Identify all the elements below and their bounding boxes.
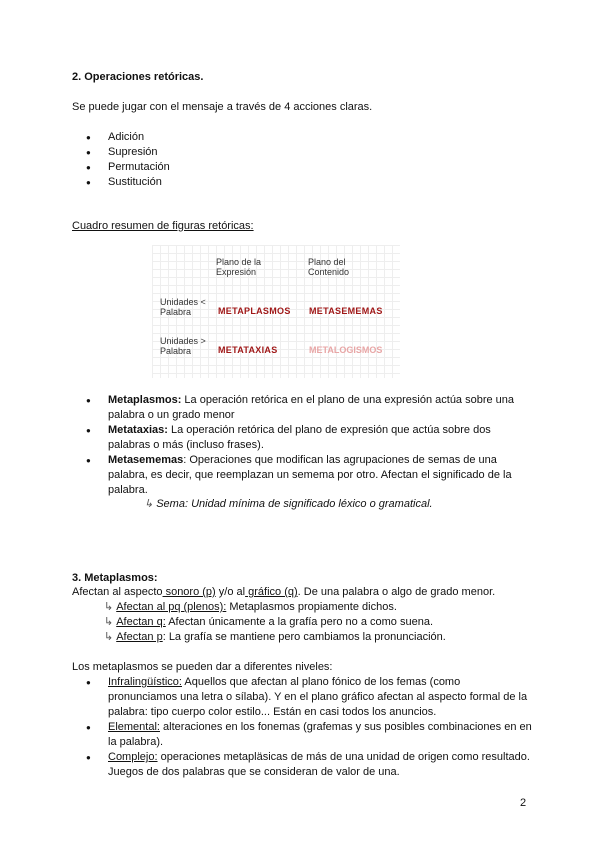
text: Metaplasmos propiamente dichos. (226, 601, 397, 613)
label: Complejo: (108, 751, 158, 763)
cell-metalogismos: METALOGISMOS (309, 345, 383, 355)
return-arrow-icon: ↳ (104, 631, 114, 643)
text: alteraciones en los fonemas (grafemas y sus posibles combinaciones en en la palabra). (108, 721, 532, 748)
list-item (72, 423, 532, 453)
list-item (72, 750, 532, 780)
cell-metasememas: METASEMEMAS (309, 306, 383, 316)
definition: La operación retórica en el plano de una expresión actúa sobre una palabra o un grado menor (108, 394, 515, 421)
text: sonoro (p) (162, 586, 216, 598)
cell-metataxias: METATAXIAS (218, 345, 278, 355)
list-item: ● Supresión (72, 145, 532, 160)
list-item (72, 675, 532, 720)
subtype-item (104, 630, 544, 645)
definition: La operación retórica del plano de expresión que actúa sobre dos palabras o más (incluso frases). (108, 424, 491, 451)
page-number: 2 (520, 797, 527, 809)
levels-list (72, 675, 532, 780)
levels-intro: Los metaplasmos se pueden dar a diferentes niveles: (72, 661, 333, 673)
label: Afectan q: (116, 616, 166, 628)
figures-summary-image (152, 245, 400, 378)
text: operaciones metapläsicas de más de una unidad de origen como resultado. Juegos de dos palabras que se consideran de valor de una. (108, 751, 530, 778)
label: Infralingüístico: (108, 676, 182, 688)
sema-note (144, 497, 544, 512)
note-text: Sema: Unidad mínima de significado léxico o gramatical. (156, 498, 433, 510)
label: Afectan p (116, 631, 163, 643)
list-item (72, 453, 532, 498)
list-item: ● Permutación (72, 160, 532, 175)
table-caption: Cuadro resumen de figuras retóricas: (72, 220, 254, 232)
cell-metaplasmos: METAPLASMOS (218, 306, 291, 316)
label: Elemental: (108, 721, 160, 733)
term: Metaplasmos: (108, 394, 182, 406)
definition: : Operaciones que modifican las agrupaciones de semas de una palabra, es decir, que reemplazan un semema por otro. Afectan el significado de la palabra. (108, 454, 512, 496)
return-arrow-icon: ↳ (104, 601, 114, 613)
label: Afectan al pq (plenos): (116, 601, 227, 613)
text: Afectan únicamente a la grafía pero no a como suena. (165, 616, 433, 628)
list-item: ● Adición (72, 130, 532, 145)
list-item (72, 393, 532, 423)
text: : La grafía se mantiene pero cambiamos la pronunciación. (162, 631, 446, 643)
section-2-intro: Se puede jugar con el mensaje a través de 4 acciones claras. (72, 101, 373, 113)
text: gráfico (q) (245, 586, 298, 598)
col-header-expresion: Plano de la Expresión (216, 257, 262, 277)
list-item: ● Sustitución (72, 175, 532, 190)
text: Afectan al aspecto (72, 586, 163, 598)
row-header-mayor: Unidades > Palabra (160, 336, 206, 356)
term: Metataxias: (108, 424, 168, 436)
subtypes (104, 600, 544, 645)
section-3-intro (72, 585, 542, 600)
text: . De una palabra o algo de grado menor. (297, 586, 496, 598)
subtype-item (104, 600, 544, 615)
text: Aquellos que afectan al plano fónico de los femas (como pronunciamos una letra o sílaba). Y en el plano gráfico afectan al aspecto formal de la palabra: tipo cuerpo color estilo... Están en casi todos los anuncios. (108, 676, 528, 718)
list-item (72, 720, 532, 750)
actions-list (72, 130, 532, 190)
return-arrow-icon: ↳ (104, 616, 114, 628)
text: y/o al (215, 586, 246, 598)
subtype-item (104, 615, 544, 630)
col-header-contenido: Plano del Contenido (308, 257, 350, 277)
return-arrow-icon: ↳ (144, 498, 154, 510)
section-2-heading: 2. Operaciones retóricas. (72, 71, 204, 83)
row-header-menor: Unidades < Palabra (160, 297, 206, 317)
definitions-list (72, 393, 532, 498)
section-3-heading: 3. Metaplasmos: (72, 572, 158, 584)
term: Metasememas (108, 454, 184, 466)
